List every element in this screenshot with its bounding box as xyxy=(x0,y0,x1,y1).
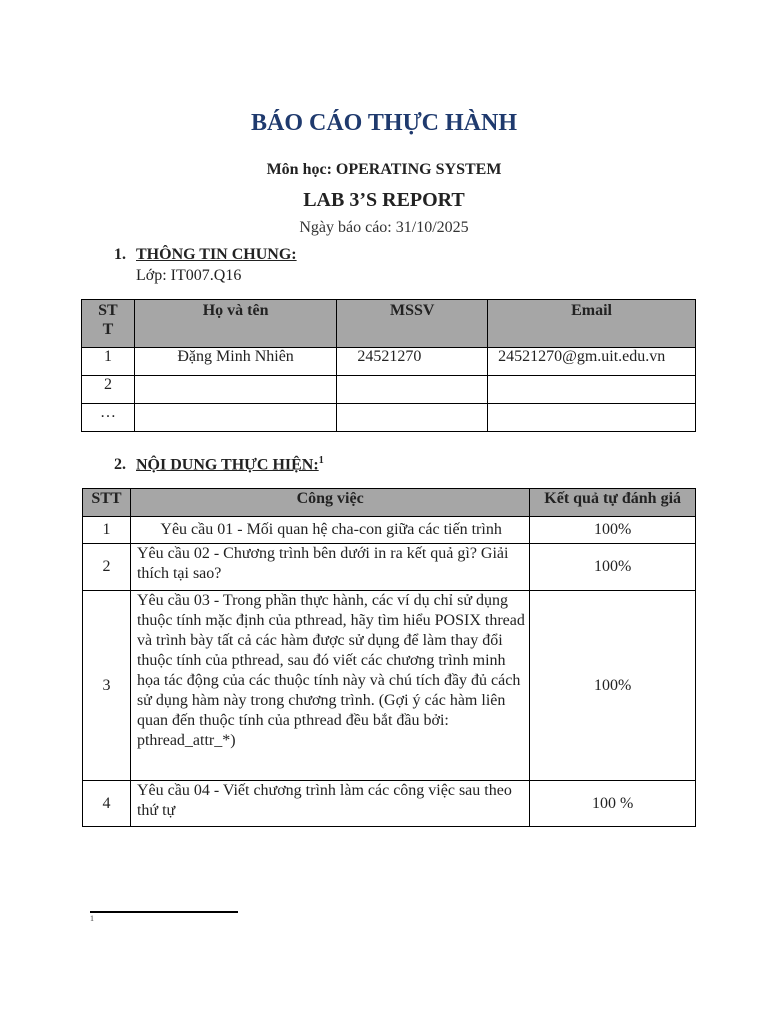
cell-task: Yêu cầu 03 - Trong phần thực hành, các ví dụ chỉ sử dụng thuộc tính mặc định của pthread, hãy tìm hiểu POSIX thread và trình bày tất cả các hàm được sử dụng để làm thay đổi thuộc tính của pthread, sau đó viết các chương trình minh họa tác động của các thuộc tính này và chú tích đầy đủ cách sử dụng hàm này trong chương trình. (Gợi ý các hàm liên quan đến thuộc tính của pthread đều bắt đầu bởi: pthread_attr_*) xyxy=(130,591,529,781)
subject-line: Môn học: OPERATING SYSTEM xyxy=(266,161,502,178)
cell-stt: 2 xyxy=(82,376,135,404)
section-2-title: NỘI DUNG THỰC HIỆN: xyxy=(136,456,319,474)
cell-stt: … xyxy=(82,404,135,432)
table-row xyxy=(82,348,696,376)
member-table-header xyxy=(82,300,696,348)
cell-mssv xyxy=(337,376,488,404)
header-stt xyxy=(82,300,135,348)
footnote-reference: 1 xyxy=(318,455,324,466)
cell-stt: 1 xyxy=(82,348,135,376)
cell-mssv: 24521270 xyxy=(337,348,488,376)
cell-task: Yêu cầu 02 - Chương trình bên dưới in ra kết quả gì? Giải thích tại sao? xyxy=(130,544,529,591)
cell-stt: 3 xyxy=(83,591,131,781)
report-date: Ngày báo cáo: 31/10/2025 xyxy=(299,219,469,236)
member-table xyxy=(81,299,696,432)
header-result: Kết quả tự đánh giá xyxy=(530,489,696,517)
task-table xyxy=(82,488,696,827)
cell-result: 100% xyxy=(530,517,696,544)
cell-task: Yêu cầu 04 - Viết chương trình làm các công việc sau theo thứ tự xyxy=(130,781,529,827)
header-stt-line2: T xyxy=(102,321,114,338)
cell-result: 100 % xyxy=(530,781,696,827)
cell-email: 24521270@gm.uit.edu.vn xyxy=(488,348,696,376)
section-2-number: 2. xyxy=(114,456,126,474)
section-2-heading xyxy=(114,455,324,474)
table-row xyxy=(83,591,696,781)
lab-title: LAB 3’S REPORT xyxy=(303,189,465,211)
table-row xyxy=(83,781,696,827)
table-row xyxy=(82,376,696,404)
footnote-mark: 1 xyxy=(90,914,94,923)
header-stt-line1: ST xyxy=(98,302,118,319)
section-1-number: 1. xyxy=(114,246,126,263)
table-row xyxy=(83,517,696,544)
header-name: Họ và tên xyxy=(134,300,336,348)
report-title: BÁO CÁO THỰC HÀNH xyxy=(250,110,517,136)
cell-name xyxy=(134,376,336,404)
cell-stt: 2 xyxy=(83,544,131,591)
cell-name: Đặng Minh Nhiên xyxy=(134,348,336,376)
header-mssv: MSSV xyxy=(337,300,488,348)
section-1-title: THÔNG TIN CHUNG: xyxy=(136,246,297,263)
table-row xyxy=(83,544,696,591)
cell-result: 100% xyxy=(530,591,696,781)
cell-mssv xyxy=(337,404,488,432)
footnote-separator xyxy=(90,911,238,913)
cell-task: Yêu cầu 01 - Mối quan hệ cha-con giữa các tiến trình xyxy=(130,517,529,544)
task-table-header xyxy=(83,489,696,517)
cell-stt: 1 xyxy=(83,517,131,544)
class-line: Lớp: IT007.Q16 xyxy=(136,267,242,284)
cell-stt: 4 xyxy=(83,781,131,827)
header-task: Công việc xyxy=(130,489,529,517)
cell-name xyxy=(134,404,336,432)
cell-email xyxy=(488,404,696,432)
cell-email xyxy=(488,376,696,404)
header-email: Email xyxy=(488,300,696,348)
cell-result: 100% xyxy=(530,544,696,591)
header-stt: STT xyxy=(83,489,131,517)
section-1-heading xyxy=(114,246,297,264)
table-row xyxy=(82,404,696,432)
